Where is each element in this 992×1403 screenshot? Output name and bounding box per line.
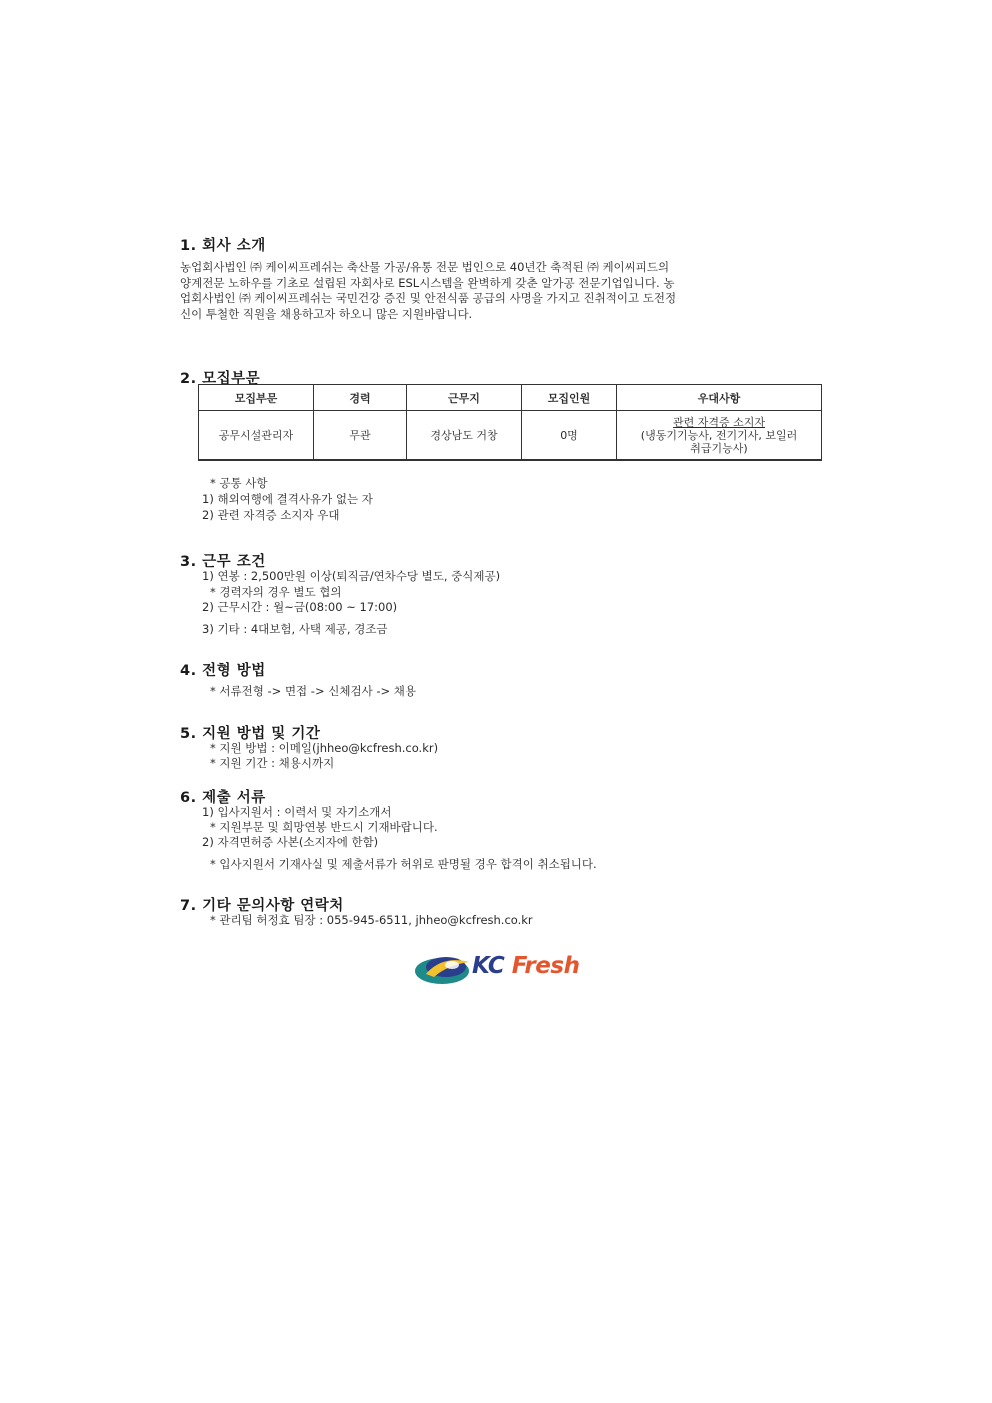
table-header-row: [199, 385, 822, 411]
logo-fresh-text: Fresh: [511, 953, 580, 979]
cell-count: 0명: [522, 411, 617, 461]
cell-preference: [617, 411, 822, 461]
section-6-title: 6. 제출 서류: [180, 790, 266, 806]
preference-line: 관련 자격증 소지자: [672, 415, 765, 429]
section-5-title: 5. 지원 방법 및 기간: [180, 726, 321, 742]
header-count: 모집인원: [522, 385, 617, 411]
kc-fresh-logo: [414, 950, 589, 988]
header-career: 경력: [314, 385, 407, 411]
work-condition-item: 2) 근무시간 : 월~금(08:00 ~ 17:00): [202, 600, 398, 614]
document-item: 1) 입사지원서 : 이력서 및 자기소개서: [202, 805, 392, 819]
logo-wordmark: [472, 953, 579, 979]
apply-method: * 지원 방법 : 이메일(jhheo@kcfresh.co.kr): [210, 741, 439, 755]
document-note: * 지원부문 및 희망연봉 반드시 기재바랍니다.: [210, 820, 438, 834]
logo-kc-text: KC: [472, 953, 505, 979]
preference-line: 취급기능사): [690, 441, 748, 455]
intro-line: 농업회사법인 ㈜ 케이씨프레쉬는 축산물 가공/유통 전문 법인으로 40년간 축적된 ㈜ 케이씨피드의: [180, 260, 670, 274]
contact-info: * 관리팀 허정효 팀장 : 055-945-6511, jhheo@kcfresh.co.kr: [210, 913, 533, 927]
header-location: 근무지: [407, 385, 522, 411]
work-condition-item: 3) 기타 : 4대보험, 사택 제공, 경조금: [202, 622, 388, 636]
intro-line: 업회사법인 ㈜ 케이씨프레쉬는 국민건강 증진 및 안전식품 공급의 사명을 가지고 진취적이고 도전정: [180, 291, 677, 305]
section-7-title: 7. 기타 문의사항 연락처: [180, 898, 344, 914]
section-4-title: 4. 전형 방법: [180, 663, 266, 679]
header-division: 모집부문: [199, 385, 314, 411]
recruitment-table: [198, 384, 822, 461]
section-2-title: 2. 모집부문: [180, 371, 261, 387]
egg-swoosh-icon: [414, 950, 474, 988]
apply-period: * 지원 기간 : 채용시까지: [210, 756, 335, 770]
preference-line: (냉동기기능사, 전기기사, 보일러: [640, 428, 798, 442]
section-1-title: 1. 회사 소개: [180, 238, 266, 254]
intro-line: 신이 투철한 직원을 채용하고자 하오니 많은 지원바랍니다.: [180, 306, 473, 321]
header-preference: 우대사항: [617, 385, 822, 411]
common-note-item: 2) 관련 자격증 소지자 우대: [202, 508, 340, 522]
common-note-item: 1) 해외여행에 결격사유가 없는 자: [202, 492, 373, 506]
work-condition-note: * 경력자의 경우 별도 협의: [210, 585, 342, 599]
cell-career: 무관: [314, 411, 407, 461]
cell-location: 경상남도 거창: [407, 411, 522, 461]
section-3-title: 3. 근무 조건: [180, 554, 266, 570]
document-item: 2) 자격면허증 사본(소지자에 한함): [202, 835, 379, 849]
selection-process: * 서류전형 -> 면접 -> 신체검사 -> 채용: [210, 684, 417, 698]
common-note-heading: * 공통 사항: [210, 476, 268, 490]
work-condition-item: 1) 연봉 : 2,500만원 이상(퇴직금/연차수당 별도, 중식제공): [202, 569, 501, 583]
table-row: [199, 411, 822, 461]
company-intro-paragraph: [180, 260, 840, 322]
document-warning: * 입사지원서 기재사실 및 제출서류가 허위로 판명될 경우 합격이 취소됩니다.: [210, 857, 597, 871]
cell-division: 공무시설관리자: [199, 411, 314, 461]
intro-line: 양계전문 노하우를 기초로 설립된 자회사로 ESL시스템을 완벽하게 갖춘 알가공 전문기업입니다. 농: [180, 275, 675, 290]
